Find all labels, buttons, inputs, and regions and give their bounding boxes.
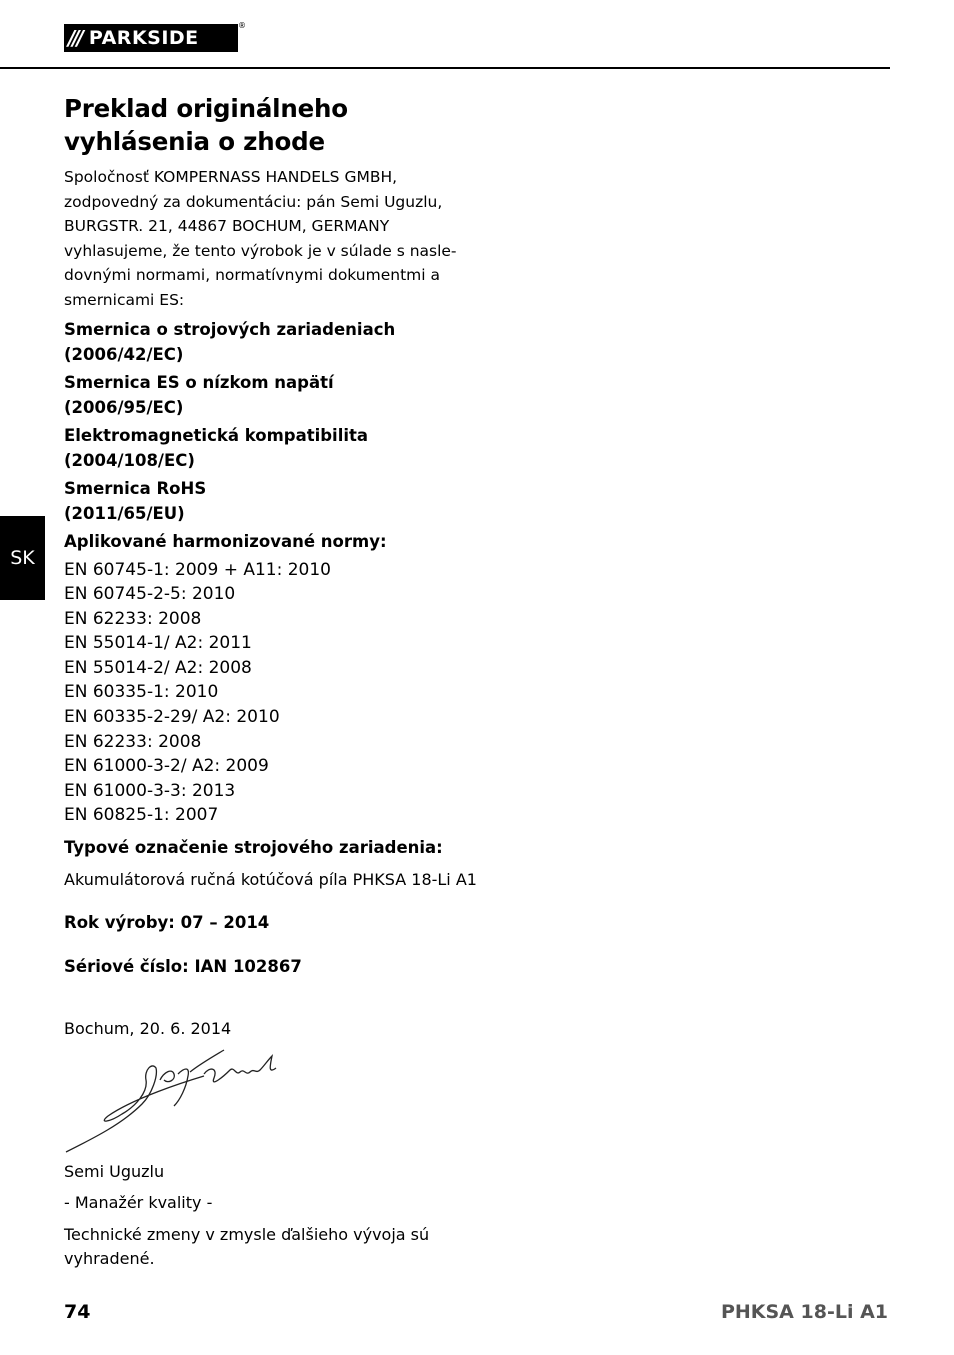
header-rule	[0, 67, 890, 69]
logo-text: PARKSIDE	[88, 27, 199, 49]
directive-low-voltage	[64, 371, 484, 420]
signature-stroke	[66, 1065, 204, 1151]
logo-registered-mark: ®	[238, 21, 246, 30]
signature-image	[64, 1046, 304, 1158]
standard-item: EN 60335-2-29/ A2: 2010	[64, 707, 280, 728]
directive-name: Smernica o strojových zariadeniach	[64, 320, 396, 339]
standard-item: EN 60335-1: 2010	[64, 682, 219, 703]
parkside-logo	[64, 21, 246, 52]
place-date: Bochum, 20. 6. 2014	[64, 1019, 232, 1039]
standard-item: EN 62233: 2008	[64, 608, 202, 629]
directive-code: (2004/108/EC)	[64, 450, 195, 470]
page-number: 74	[64, 1301, 91, 1323]
standard-item: EN 60745-1: 2009 + A11: 2010	[64, 559, 331, 580]
type-heading: Typové označenie strojového zariadenia:	[64, 838, 443, 858]
serial-number: Sériové číslo: IAN 102867	[64, 956, 302, 976]
signature-stroke	[160, 1069, 188, 1106]
directive-code: (2006/42/EC)	[64, 344, 184, 364]
intro-line: zodpovedný za dokumentáciu: pán Semi Uguzlu,	[64, 192, 443, 211]
standards-list	[64, 558, 484, 829]
standard-item: EN 60825-1: 2007	[64, 805, 219, 826]
declaration-content	[64, 92, 484, 1272]
logo-slashes: ///	[68, 26, 81, 50]
intro-line: dovnými normami, normatívnymi dokumentmi a	[64, 266, 440, 284]
directive-machinery	[64, 318, 484, 367]
note-line: Technické zmeny v zmysle ďalšieho vývoja sú	[64, 1224, 430, 1244]
standard-item: EN 62233: 2008	[64, 731, 202, 752]
type-value: Akumulátorová ručná kotúčová píla PHKSA 18-Li A1	[64, 869, 477, 889]
directive-name: Smernica ES o nízkom napätí	[64, 373, 334, 392]
intro-line: smernicami ES:	[64, 290, 185, 309]
signer-role: - Manažér kvality -	[64, 1193, 213, 1213]
note-line: vyhradené.	[64, 1249, 155, 1269]
intro-paragraph	[64, 165, 484, 312]
intro-line: vyhlasujeme, že tento výrobok je v súlade s nasle-	[64, 241, 457, 260]
directive-name: Elektromagnetická kompatibilita	[64, 426, 369, 445]
directive-code: (2006/95/EC)	[64, 397, 184, 417]
signer-name: Semi Uguzlu	[64, 1161, 165, 1181]
directive-code: (2011/65/EU)	[64, 503, 185, 523]
standard-item: EN 55014-2/ A2: 2008	[64, 657, 252, 678]
directive-rohs	[64, 477, 484, 526]
title-line-1: Preklad originálneho	[64, 94, 348, 123]
footer-model: PHKSA 18-Li A1	[720, 1301, 888, 1323]
language-tab: SK	[0, 516, 45, 600]
intro-line: BURGSTR. 21, 44867 BOCHUM, GERMANY	[64, 217, 390, 235]
year-of-manufacture: Rok výroby: 07 – 2014	[64, 913, 270, 933]
directive-name: Smernica RoHS	[64, 479, 207, 498]
page-title	[64, 92, 484, 158]
standard-item: EN 61000-3-3: 2013	[64, 780, 236, 801]
standard-item: EN 55014-1/ A2: 2011	[64, 633, 252, 654]
intro-line: Spoločnosť KOMPERNASS HANDELS GMBH,	[64, 168, 398, 186]
standard-item: EN 61000-3-2/ A2: 2009	[64, 756, 269, 777]
technical-note	[64, 1223, 484, 1272]
signature-stroke	[190, 1050, 276, 1082]
directive-emc	[64, 424, 484, 473]
standard-item: EN 60745-2-5: 2010	[64, 584, 236, 605]
standards-heading: Aplikované harmonizované normy:	[64, 532, 387, 551]
title-line-2: vyhlásenia o zhode	[64, 127, 325, 156]
